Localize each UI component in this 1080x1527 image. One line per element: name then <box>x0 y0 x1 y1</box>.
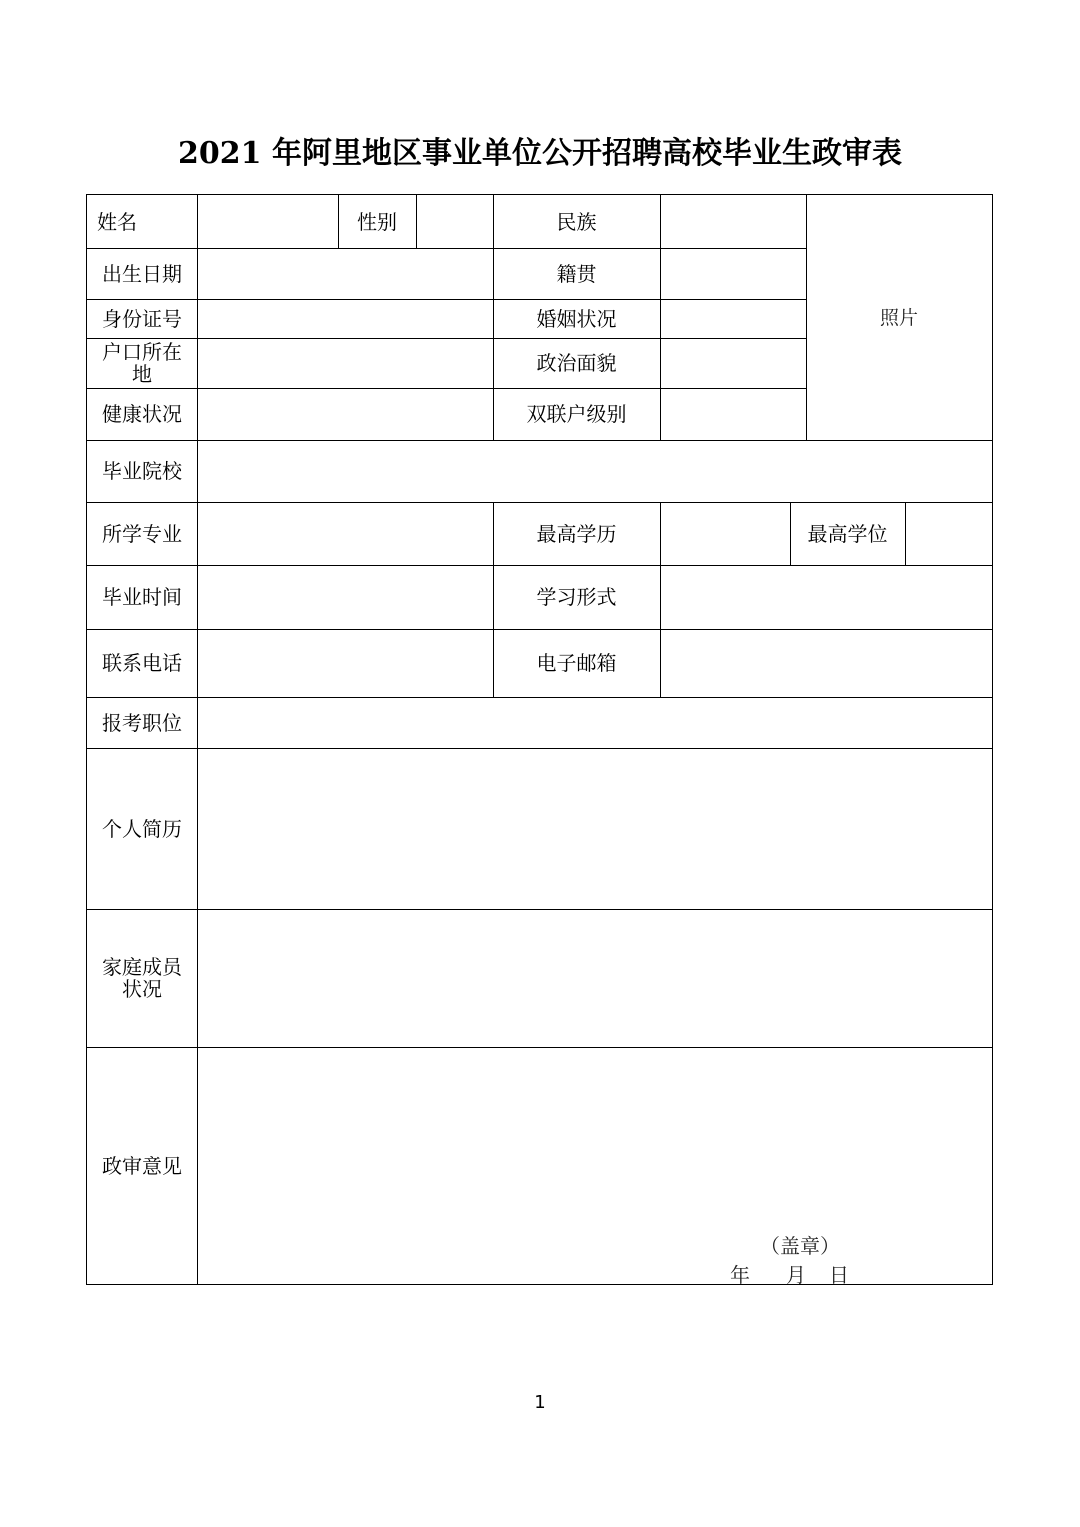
label-ethnicity: 民族 <box>556 209 597 234</box>
political-status-field[interactable] <box>660 338 806 388</box>
major-field[interactable] <box>197 502 493 565</box>
marital-status-field[interactable] <box>660 299 806 338</box>
study-form-field[interactable] <box>660 565 992 629</box>
label-gender: 性别 <box>357 209 397 234</box>
graduation-time-field[interactable] <box>197 565 493 629</box>
birth-date-field[interactable] <box>197 248 493 299</box>
position-applied-field[interactable] <box>197 697 992 748</box>
native-place-field[interactable] <box>660 248 806 299</box>
review-form-table <box>86 194 993 1285</box>
date-day: 日 <box>829 1263 849 1287</box>
label-household <box>87 338 197 388</box>
label-birth-date: 出生日期 <box>102 261 182 286</box>
label-family-line1: 家庭成员 <box>102 955 182 979</box>
date-year: 年 <box>730 1263 750 1287</box>
paired-household-level-field[interactable] <box>660 388 806 440</box>
label-household-line1: 户口所在 <box>102 340 182 364</box>
label-study-form: 学习形式 <box>536 585 617 609</box>
page-title: 2021 年阿里地区事业单位公开招聘高校毕业生政审表 <box>178 136 902 171</box>
seal-text: （盖章） <box>760 1234 840 1258</box>
page-number: 1 <box>534 1392 546 1413</box>
label-resume: 个人简历 <box>102 816 182 841</box>
gender-field[interactable] <box>416 195 493 248</box>
label-review-opinion: 政审意见 <box>102 1153 182 1178</box>
label-family-line2: 状况 <box>122 977 162 1001</box>
label-family <box>87 909 197 1047</box>
household-field[interactable] <box>197 338 493 388</box>
date-month: 月 <box>786 1263 806 1287</box>
photo-area: 照片 <box>879 306 918 329</box>
label-position-applied: 报考职位 <box>102 710 182 735</box>
label-native-place: 籍贯 <box>556 261 597 286</box>
label-graduate-school: 毕业院校 <box>102 459 182 483</box>
name-field[interactable] <box>197 195 338 248</box>
highest-education-field[interactable] <box>660 502 790 565</box>
family-field[interactable] <box>197 909 992 1047</box>
label-household-line2: 地 <box>132 362 152 386</box>
label-phone: 联系电话 <box>102 651 182 675</box>
label-paired-household-level: 双联户级别 <box>526 402 627 426</box>
label-name: 姓名 <box>97 209 137 234</box>
label-health: 健康状况 <box>102 402 182 426</box>
label-political-status: 政治面貌 <box>536 351 617 375</box>
ethnicity-field[interactable] <box>660 195 806 248</box>
label-major: 所学专业 <box>102 521 182 546</box>
health-field[interactable] <box>197 388 493 440</box>
label-graduation-time: 毕业时间 <box>102 585 182 609</box>
label-id-number: 身份证号 <box>102 306 182 331</box>
highest-degree-field[interactable] <box>905 502 992 565</box>
review-opinion-field[interactable] <box>197 1047 992 1284</box>
id-number-field[interactable] <box>197 299 493 338</box>
label-email: 电子邮箱 <box>536 651 617 675</box>
label-highest-education: 最高学历 <box>536 521 617 546</box>
email-field[interactable] <box>660 629 992 697</box>
graduate-school-field[interactable] <box>197 440 992 502</box>
label-highest-degree: 最高学位 <box>807 521 888 546</box>
phone-field[interactable] <box>197 629 493 697</box>
label-marital-status: 婚姻状况 <box>536 306 617 331</box>
resume-field[interactable] <box>197 748 992 909</box>
